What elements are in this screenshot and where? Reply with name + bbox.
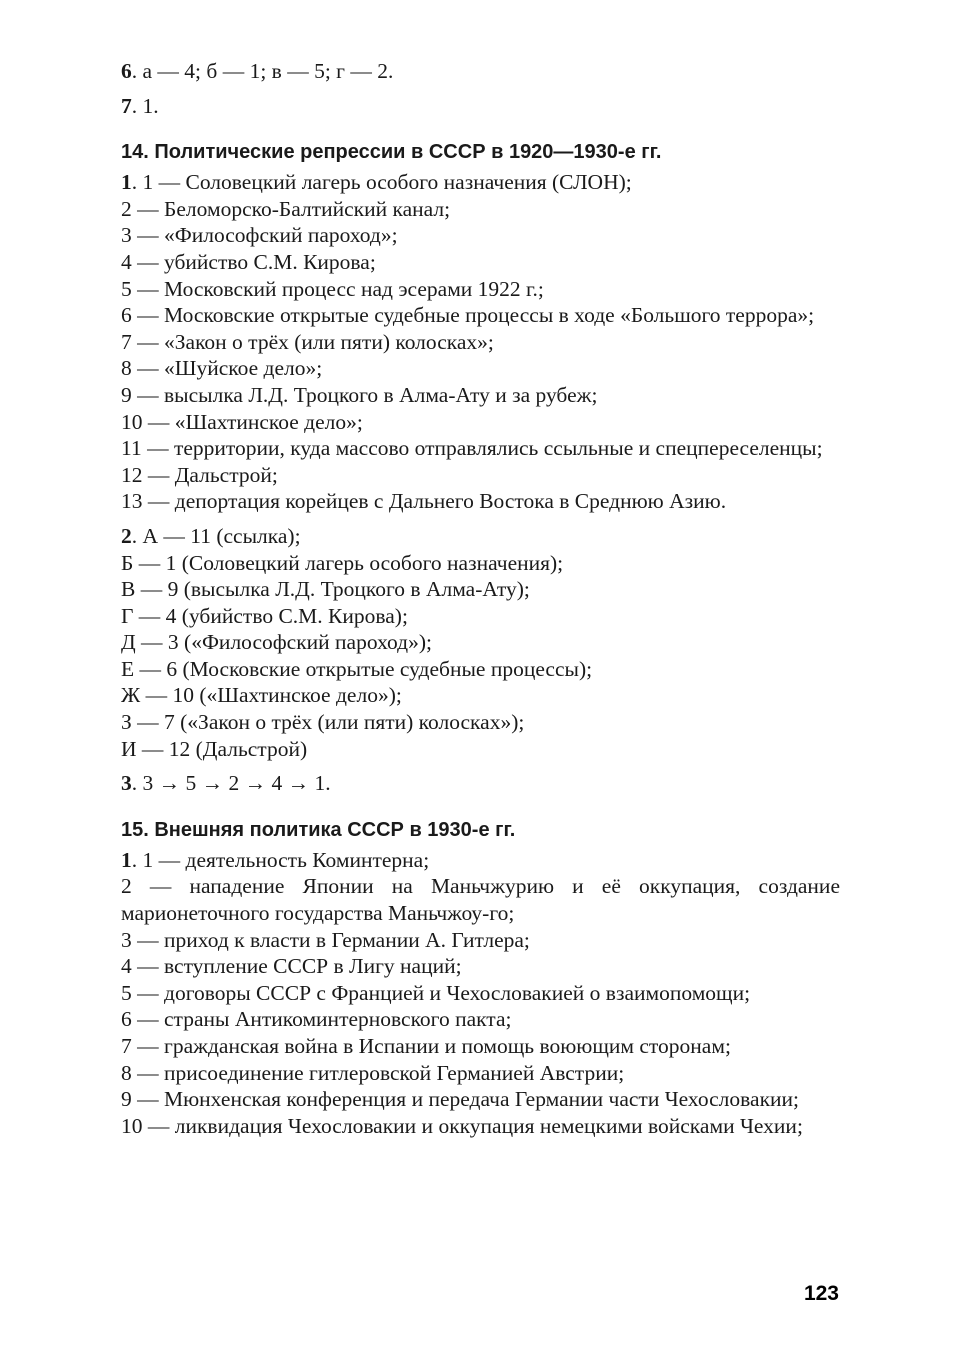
section-14-answer-1 [121, 169, 840, 515]
list-item: 6 — Московские открытые судебные процессы в ходе «Большого террора»; [121, 303, 815, 328]
list-item: 10 — «Шахтинское дело»; [121, 409, 363, 434]
list-item: 8 — «Шуйское дело»; [121, 356, 323, 381]
list-item: З — 7 («Закон о трёх (или пяти) колосках»); [121, 710, 525, 735]
list-item: 2. А — 11 (ссылка); [121, 523, 301, 548]
answer-7: 7. 1. [121, 93, 159, 118]
page-number: 123 [803, 1282, 839, 1305]
list-item: 4 — убийство С.М. Кирова; [121, 249, 376, 274]
list-item: 11 — территории, куда массово отправлялись ссыльные и спецпереселенцы; [121, 436, 823, 461]
section-14-title: 14. Политические репрессии в СССР в 1920—1930-е гг. [121, 141, 662, 164]
list-item: Ж — 10 («Шахтинское дело»); [121, 683, 402, 708]
page-content [121, 58, 840, 1139]
section-15-title: 15. Внешняя политика СССР в 1930-е гг. [121, 818, 516, 841]
list-item: 7 — гражданская война в Испании и помощь воюющим сторонам; [121, 1034, 731, 1058]
list-item: 2 — Беломорско-Балтийский канал; [121, 196, 451, 221]
section-14-answer-3: 3. 3 → 5 → 2 → 4 → 1. [121, 771, 331, 796]
section-14-answer-2 [121, 523, 840, 762]
list-item: В — 9 (высылка Л.Д. Троцкого в Алма-Ату); [121, 577, 530, 602]
list-item: 9 — высылка Л.Д. Троцкого в Алма-Ату и за рубеж; [121, 382, 598, 407]
list-item: 5 — договоры СССР с Францией и Чехословакией о взаимопомощи; [121, 980, 751, 1005]
list-item: 4 — вступление СССР в Лигу наций; [121, 954, 462, 979]
list-item: 1. 1 — Соловецкий лагерь особого назначения (СЛОН); [121, 170, 632, 195]
list-item: 3 — «Философский пароход»; [121, 223, 398, 248]
list-item: Е — 6 (Московские открытые судебные процессы); [121, 656, 593, 681]
list-item: 1. 1 — деятельность Коминтерна; [121, 847, 430, 872]
list-item: 7 — «Закон о трёх (или пяти) колосках»; [121, 329, 494, 354]
list-item: 6 — страны Антикоминтерновского пакта; [121, 1007, 512, 1032]
answer-6: 6. а — 4; б — 1; в — 5; г — 2. [121, 59, 394, 83]
list-item: 8 — присоединение гитлеровской Германией Австрии; [121, 1060, 625, 1085]
list-item: 12 — Дальстрой; [121, 462, 278, 487]
list-item: 5 — Московский процесс над эсерами 1922 г.; [121, 276, 544, 301]
list-item: Д — 3 («Философский пароход»); [121, 630, 432, 655]
list-item: 10 — ликвидация Чехословакии и оккупация немецкими войсками Чехии; [121, 1113, 803, 1138]
list-item: 9 — Мюнхенская конференция и передача Германии части Чехословакии; [121, 1087, 800, 1112]
list-item: 13 — депортация корейцев с Дальнего Востока в Среднюю Азию. [121, 489, 727, 514]
section-15-answer-1 [121, 847, 840, 1140]
list-item: И — 12 (Дальстрой) [121, 736, 308, 761]
list-item: Г — 4 (убийство С.М. Кирова); [121, 603, 408, 628]
list-item: 2 — нападение Японии на Маньчжурию и её оккупация, создание марионеточного государства Маньчжоу-го; [121, 874, 840, 926]
list-item: 3 — приход к власти в Германии А. Гитлера; [121, 927, 530, 952]
list-item: Б — 1 (Соловецкий лагерь особого назначения); [121, 550, 564, 575]
